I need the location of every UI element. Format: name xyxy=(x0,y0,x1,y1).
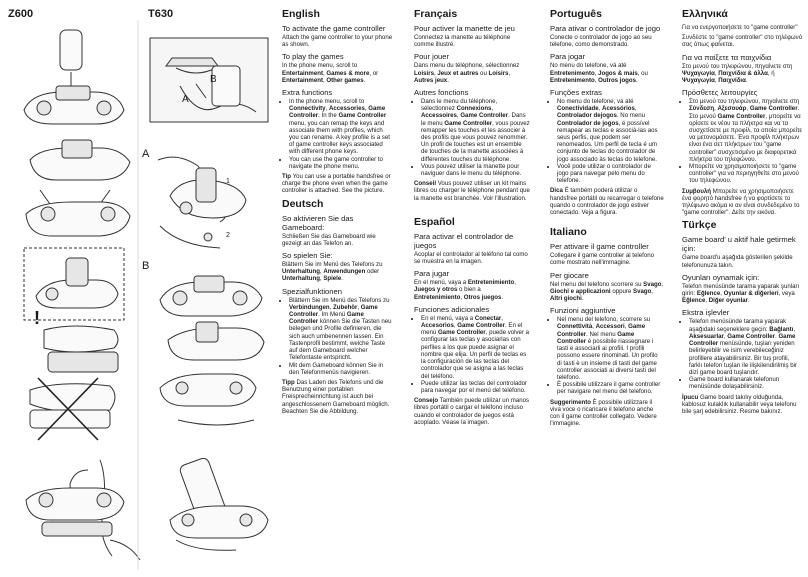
paragraph: Dans menu du téléphone, sélectionnez Loisirs, Jeux et autres ou Loisirs, Autres jeux. xyxy=(414,62,520,84)
paragraph: Acoplar el controlador al teléfono tal como se muestra en la imagen. xyxy=(414,250,528,266)
z600-attach-illustration xyxy=(24,30,124,124)
list-item: • Vous pouvez utiliser la manette pour naviguer dans le menu du téléphone. xyxy=(421,163,530,177)
column-3 xyxy=(550,6,664,430)
t630-handsfree-illustration xyxy=(170,420,268,550)
list-item: • No menu do telefone, vá até Conectividade, Acessórios, Controlador dejogos. No menu Controlador de jogos, é possível remapear as teclas e associá-las aos seus perfis, que podem ser renomeados. Um perfil de tecla é um conjunto de teclas do controlador de jogo associado às teclas do telefone. xyxy=(557,98,664,163)
figure-label-big-b: B xyxy=(142,260,150,272)
figure-label-a: A xyxy=(182,94,189,105)
subheading: Para ativar o controlador de jogo xyxy=(550,24,661,33)
z600-wrong-illustration xyxy=(30,378,115,440)
section-francais xyxy=(414,8,530,202)
illustrations xyxy=(0,0,270,577)
paragraph: Tipp Das Laden des Telefons und die Benutzung einer portablen Freisprecheinrichtung ist auch bei angeschlossenem Gameboard möglich. Beachten Sie die Abbildung. xyxy=(282,378,390,415)
paragraph: Στο μενού του τηλεφώνου, πηγαίνετε στη Ψυχαγωγία, Παιχνίδια & άλλα, ή Ψυχαγωγία, Παιχνίδια. xyxy=(682,62,793,85)
list-item: • Puede utilizar las teclas del controlador para navegar por el menú del teléfono. xyxy=(421,380,530,394)
subheading: Πρόσθετες λειτουργίες xyxy=(682,88,758,98)
paragraph: Για να ενεργοποιήσετε το "game controller" xyxy=(682,24,798,31)
list-item: • Nel menu del telefono, scorrere su Connettività, Accessori, Game Controller. Nel menu Game Controller è possibile riassegnare i tasti e associarli ai profili. I profili possono essere rinominati. Un profilo di tasti è un insieme di tasti del game controller associati ai diversi tasti del telefono. xyxy=(557,316,664,381)
subheading: Para activar el controlador de juegos xyxy=(414,231,514,250)
bullet-list xyxy=(550,316,664,395)
subheading: Funciones adicionales xyxy=(414,304,490,314)
paragraph: İpucu Game board takılıy olduğunda, kablosuz kulaklık kullanabilir veya telefonu bile şarj edebilirsiniz. Resme bakınız. xyxy=(682,393,797,415)
paragraph: Nel menu del telefono scorrere su Svago, Giochi e applicazioni oppure Svago, Altri giochi. xyxy=(550,280,664,303)
column-2 xyxy=(414,6,530,429)
section-ellinika xyxy=(682,8,804,216)
model-label-t630: T630 xyxy=(148,8,174,20)
bullet-list xyxy=(682,318,804,390)
step-2-label: 2 xyxy=(226,232,230,239)
list-item: • È possibile utilizzare il game controller per navigare nel menu del telefono. xyxy=(557,381,664,395)
figure-label-b: B xyxy=(210,74,217,85)
list-item: • Game board kullanarak telefonun menüsünde dolaşabilirsiniz. xyxy=(689,376,804,390)
subheading: Autres fonctions xyxy=(414,88,469,98)
z600-handsfree-illustration xyxy=(26,460,140,560)
paragraph: Attach the game controller to your phone as shown. xyxy=(282,34,393,49)
list-item: • Μπορείτε να χρησιμοποιήσετε το "game controller" για να περιηγηθείτε στο μενού του τηλεφώνου. xyxy=(689,163,804,185)
paragraph: Game board'u aşağıda gösterilen şekilde telefonunuza takın. xyxy=(682,254,793,269)
language-heading: Italiano xyxy=(550,226,587,239)
subheading: So aktivieren Sie das Gameboard: xyxy=(282,213,354,232)
paragraph: Συνδέστε το "game controller" στο τηλέφωνό σας όπως φαίνεται. xyxy=(682,34,803,49)
paragraph: Connectez la manette au téléphone comme illustré. xyxy=(414,34,511,49)
subheading: Per attivare il game controller xyxy=(550,242,649,252)
z600-clip-illustration xyxy=(26,140,130,236)
subheading: To activate the game controller xyxy=(282,24,386,33)
subheading: Ekstra işlevler xyxy=(682,308,730,318)
subheading: Oyunları oynamak için: xyxy=(682,272,760,282)
subheading: Per giocare xyxy=(550,270,589,280)
paragraph: Collegare il game controller al telefono come mostrato nell'immagine. xyxy=(550,252,654,267)
column-1 xyxy=(282,6,394,418)
list-item: • Blättern Sie im Menü des Telefons zu Verbindungen, Zubehör, Game Controller. Im Menü Game Controller können Sie die Tasten neu belegen und Profile definieren, die sich auch umbenennen lassen. Ein Tastenprofil bestimmt, welche Taste auf dem Gameboard welcher Telefontaste entspricht. xyxy=(289,297,394,362)
paragraph: Conecte o controlador de jogo ao seu telefone, como demonstrado. xyxy=(550,34,652,49)
subheading: Funções extras xyxy=(550,88,602,98)
column-4 xyxy=(682,6,804,418)
t630-attach-illustration xyxy=(150,38,268,122)
list-item: • Mit dem Gameboard können Sie in den Telefonmenüs navigieren. xyxy=(289,362,394,376)
subheading: So spielen Sie: xyxy=(282,251,333,261)
section-deutsch xyxy=(282,198,394,415)
paragraph: No menu do telefone, vá até Entretenimento, Jogos & mais, ou Entretenimento, Outros jogos. xyxy=(550,62,648,84)
paragraph: Schließen Sie das Gameboard wie gezeigt an das Telefon an. xyxy=(282,232,376,247)
language-heading: Português xyxy=(550,8,602,20)
t630-b-illustration xyxy=(160,276,264,406)
model-label-z600: Z600 xyxy=(8,8,34,20)
list-item: • Dans le menu du téléphone, sélectionnez Connexions, Accessoires, Game Controller. Dans le menu Game Controller, vous pouvez remapper les touches et les associer à des profils que vous pouvez renommer. Un profil de touches est un ensemble de touches de la manette associées à différentes touches du téléphone. xyxy=(421,98,530,163)
bullet-list xyxy=(282,297,394,376)
subheading: Game board' u aktif hale getirmek için: xyxy=(682,235,796,254)
language-heading: English xyxy=(282,8,320,20)
paragraph: Tip You can use a portable handsfree or charge the phone even when the game controller is attached. See the picture. xyxy=(282,173,391,195)
language-heading: Español xyxy=(414,215,455,228)
subheading: To play the games xyxy=(282,52,344,62)
language-heading: Français xyxy=(414,8,458,20)
subheading: Extra functions xyxy=(282,88,333,98)
t630-a-illustration xyxy=(158,157,246,248)
step-1-label: 1 xyxy=(226,178,230,185)
paragraph: Telefon menüsünde tarama yaparak şunları girin: Eğlence, Oyunlar & diğerleri, veya Eğlence, Diğer oyunlar. xyxy=(682,282,800,305)
z600-warning-illustration xyxy=(44,326,118,372)
paragraph: Consejo También puede utilizar un manos libres portátil o cargar el teléfono incluso cuando el controlador de juegos está acoplado. Véase la imagen. xyxy=(414,397,530,426)
paragraph: Conseil Vous pouvez utiliser un kit mains libres ou charger le téléphone pendant que la manette est branchée. Voir l'illustration. xyxy=(414,180,530,202)
subheading: Για να παίξετε τα παιχνίδια xyxy=(682,52,772,62)
paragraph: Dica É também poderá utilizar o handsfree portátil ou recarregar o telefone quando o controlador de jogo estiver conectado. Veja a figura. xyxy=(550,187,664,217)
paragraph: En el menú, vaya a Entretenimiento, Juegos y otros o bien a Entretenimiento, Otros juegos. xyxy=(414,279,516,301)
language-heading: Türkçe xyxy=(682,219,717,232)
list-item: • En el menú, vaya a Conectar, Accesorios, Game Controller. En el menú Game Controller, puede volver a configurar las teclas y asociarlas con perfiles a los que puede asignar el nombre que elija. Un perfil de teclas es la configuración de las teclas del controlador que se asigna a las teclas del teléfono. xyxy=(421,315,530,380)
subheading: Para jugar xyxy=(414,269,450,279)
list-item: • Você pode utilizar o controlador de jogo para navegar pelo menu do telefone. xyxy=(557,163,664,185)
z600-detail-illustration xyxy=(36,258,118,308)
warning-mark: ! xyxy=(34,308,40,328)
bullet-list xyxy=(414,98,530,177)
paragraph: Blättern Sie im Menü des Telefons zu Unterhaltung, Anwendungen oder Unterhaltung, Spiele. xyxy=(282,261,383,283)
bullet-list xyxy=(282,98,394,170)
paragraph: Συμβουλή Μπορείτε να χρησιμοποιήσετε ένα φορητό handsfree ή να φορτίσετε το τηλέφωνο ακόμα κι αν είναι συνδεδεμένο το "game controller". Δείτε την εικόνα. xyxy=(682,187,800,217)
bullet-list xyxy=(550,98,664,184)
subheading: Pour activer la manette de jeu xyxy=(414,24,515,33)
subheading: Spezialfunktionen xyxy=(282,286,342,296)
section-portugues xyxy=(550,8,664,216)
list-item: • Στο μενού του τηλεφώνου, πηγαίνετε στη Σύνδεση, Αξεσουάρ, Game Controller. Στο μενού Game Controller, μπορείτε να ορίσετε εκ νέου τα πλήκτρα και να τα συσχετίσετε με προφίλ, τα οποία μπορείτε να μετονομάσετε. Ένα προφίλ πλήκτρων είναι ένα σετ πλήκτρων του "game controller" συσχετισμένο με διαφορετικά πλήκτρα του τηλεφώνου. xyxy=(689,98,804,163)
section-english xyxy=(282,8,394,195)
section-turkce xyxy=(682,219,804,415)
subheading: Pour jouer xyxy=(414,52,450,62)
list-item: • Telefon menüsünde tarama yaparak aşağıdaki seçeneklere geçin: Bağlantı, Aksesuarlar, Game Controller. Game Controller menüsünde, tuşları yeniden belirleyebilir ve isim verebileceğiniz profillere atayabilirsiniz. Bir tuş profili, farklı telefon tuşları ile ilişkilendirilmiş bir dizi game board tuşlarıdır. xyxy=(689,318,804,376)
bullet-list xyxy=(414,315,530,394)
paragraph: Suggerimento È possibile utilizzare il viva voce o ricaricare il telefono anche con il game controller collegato. Vedere l'immagine. xyxy=(550,398,657,428)
language-heading: Ελληνικά xyxy=(682,8,728,20)
list-item: • You can use the game controller to navigate the phone menu. xyxy=(289,156,394,170)
figure-label-big-a: A xyxy=(142,148,150,160)
language-heading: Deutsch xyxy=(282,197,324,210)
section-italiano xyxy=(550,226,664,427)
list-item: • In the phone menu, scroll to Connectivity, Accessories, Game Controller. In the Game Controller menu, you can remap the keys and associate them with profiles, which you can rename. A key profile is a set of game controller keys associated with different phone keys. xyxy=(289,98,394,156)
subheading: Funzioni aggiuntive xyxy=(550,306,616,316)
bullet-list xyxy=(682,98,804,184)
paragraph: In the phone menu, scroll to Entertainment, Games & more, or Entertainment, Other games. xyxy=(282,62,379,84)
section-espanol xyxy=(414,216,530,426)
subheading: Para jogar xyxy=(550,52,586,62)
